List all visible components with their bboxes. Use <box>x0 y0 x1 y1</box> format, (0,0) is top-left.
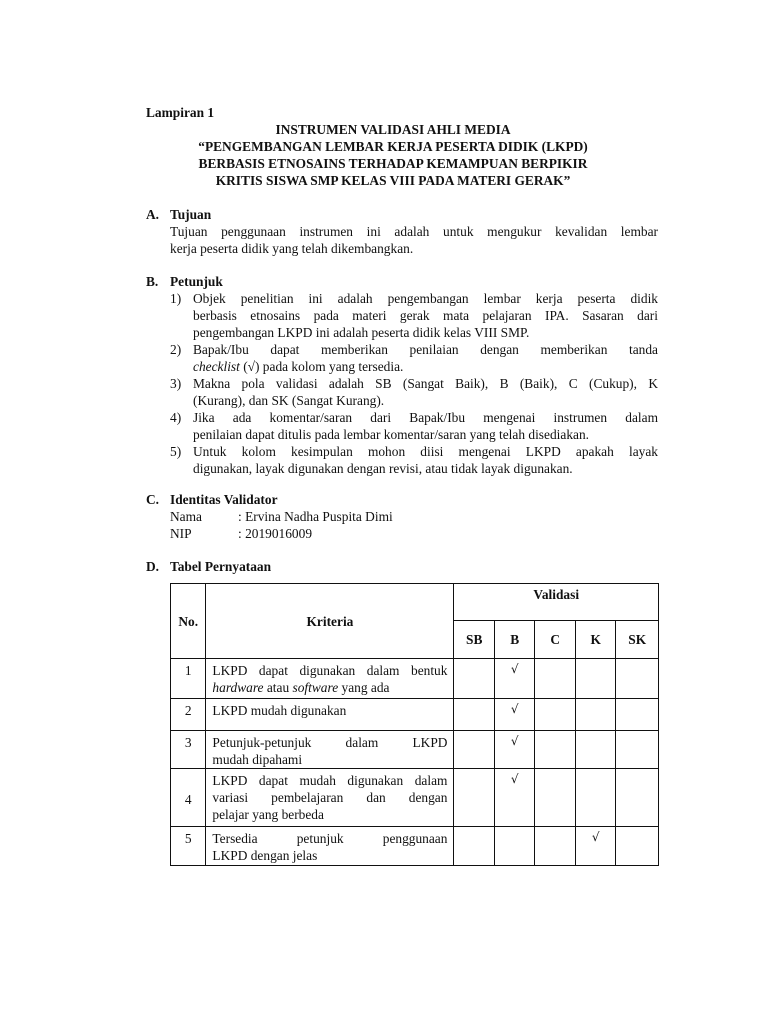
cell-k[interactable] <box>575 659 615 699</box>
name-label: Nama <box>170 509 202 524</box>
header-validasi: Validasi <box>454 584 659 621</box>
validator-nip-row <box>170 525 393 542</box>
header-no: No. <box>171 584 206 659</box>
section-a-line-1: Tujuan penggunaan instrumen ini adalah untuk mengukur kevalidan lembar <box>170 224 658 239</box>
row-kriteria <box>206 769 454 827</box>
row-kriteria <box>206 827 454 866</box>
section-a-text <box>170 223 658 257</box>
table-row <box>171 699 659 731</box>
cell-sk[interactable] <box>616 731 659 769</box>
instruction-number: 3) <box>170 376 182 391</box>
document-title <box>150 121 636 189</box>
kriteria-line: LKPD mudah digunakan <box>212 703 347 718</box>
software-term: software <box>292 680 339 695</box>
cell-k[interactable] <box>575 731 615 769</box>
cell-b[interactable] <box>494 731 534 769</box>
cell-c[interactable] <box>535 699 575 731</box>
row-number: 2 <box>171 699 206 731</box>
nip-label: NIP <box>170 526 192 541</box>
instruction-line: penilaian dapat ditulis pada lembar komentar/saran yang telah disediakan. <box>193 427 589 442</box>
row-kriteria <box>206 699 454 731</box>
check-mark: √ <box>510 662 519 676</box>
instruction-item-2 <box>170 341 658 375</box>
statement-table <box>170 583 659 866</box>
cell-sk[interactable] <box>616 769 659 827</box>
checklist-term: checklist <box>193 359 240 374</box>
instruction-line: pengembangan LKPD ini adalah peserta didik kelas VIII SMP. <box>193 325 530 340</box>
kriteria-line: variasi pembelajaran dan dengan <box>212 790 448 805</box>
cell-c[interactable] <box>535 769 575 827</box>
name-value: : Ervina Nadha Puspita Dimi <box>238 509 393 524</box>
kriteria-line: LKPD dapat mudah digunakan dalam <box>212 773 448 788</box>
instruction-item-3 <box>170 375 658 409</box>
instruction-item-5 <box>170 443 658 477</box>
section-a-line-2: kerja peserta didik yang telah dikembangkan. <box>170 241 414 256</box>
row-kriteria <box>206 659 454 699</box>
instruction-line <box>193 358 658 375</box>
validator-identity <box>170 508 393 542</box>
check-mark: √ <box>510 772 519 786</box>
check-mark: √ <box>510 734 519 748</box>
header-c: C <box>535 621 575 659</box>
instruction-line: Makna pola validasi adalah SB (Sangat Baik), B (Baik), C (Cukup), K <box>193 376 658 391</box>
title-line-3: BERBASIS ETNOSAINS TERHADAP KEMAMPUAN BERPIKIR <box>198 156 588 171</box>
instruction-line-rest: (√) pada kolom yang tersedia. <box>239 359 404 374</box>
section-c-title: Identitas Validator <box>170 492 278 507</box>
cell-b[interactable] <box>494 769 534 827</box>
kriteria-line <box>212 679 447 696</box>
cell-k[interactable] <box>575 769 615 827</box>
section-d-title: Tabel Pernyataan <box>170 559 272 574</box>
instruction-line: Bapak/Ibu dapat memberikan penilaian dengan memberikan tanda <box>193 342 658 357</box>
instruction-line: Untuk kolom kesimpulan mohon diisi mengenai LKPD apakah layak <box>193 444 658 459</box>
title-line-2: “PENGEMBANGAN LEMBAR KERJA PESERTA DIDIK (LKPD) <box>198 139 588 154</box>
kriteria-tail: yang ada <box>338 680 390 695</box>
row-number: 5 <box>171 827 206 866</box>
kriteria-line: Tersedia petunjuk penggunaan <box>212 831 448 846</box>
check-mark: √ <box>510 702 519 716</box>
instruction-line: berbasis etnosains pada materi gerak mata pelajaran IPA. Sasaran dari <box>193 308 658 323</box>
instruction-number: 5) <box>170 444 182 459</box>
section-c-letter: C. <box>146 492 160 507</box>
check-mark: √ <box>591 830 600 844</box>
row-number: 1 <box>171 659 206 699</box>
cell-k[interactable] <box>575 827 615 866</box>
kriteria-line: mudah dipahami <box>212 752 303 767</box>
header-sb: SB <box>454 621 494 659</box>
cell-sb[interactable] <box>454 659 494 699</box>
cell-b[interactable] <box>494 699 534 731</box>
instruction-number: 4) <box>170 410 182 425</box>
header-k: K <box>575 621 615 659</box>
hardware-term: hardware <box>212 680 264 695</box>
cell-sk[interactable] <box>616 659 659 699</box>
instruction-line: Objek penelitian ini adalah pengembangan lembar kerja peserta didik <box>193 291 658 306</box>
appendix-label: Lampiran 1 <box>146 105 215 120</box>
cell-sb[interactable] <box>454 769 494 827</box>
row-number: 3 <box>171 731 206 769</box>
cell-b[interactable] <box>494 827 534 866</box>
table-row <box>171 731 659 769</box>
cell-sb[interactable] <box>454 731 494 769</box>
cell-sk[interactable] <box>616 699 659 731</box>
section-d-letter: D. <box>146 559 160 574</box>
table-row <box>171 659 659 699</box>
cell-b[interactable] <box>494 659 534 699</box>
cell-sk[interactable] <box>616 827 659 866</box>
header-kriteria: Kriteria <box>206 584 454 659</box>
instruction-line: Jika ada komentar/saran dari Bapak/Ibu mengenai instrumen dalam <box>193 410 658 425</box>
instructions-list <box>170 290 658 477</box>
instruction-item-4 <box>170 409 658 443</box>
nip-value: : 2019016009 <box>238 526 313 541</box>
section-a-letter: A. <box>146 207 160 222</box>
section-a-title: Tujuan <box>170 207 212 222</box>
header-b: B <box>494 621 534 659</box>
cell-c[interactable] <box>535 827 575 866</box>
row-kriteria <box>206 731 454 769</box>
section-b-heading <box>146 273 223 290</box>
section-b-letter: B. <box>146 274 159 289</box>
instruction-line: digunakan, layak digunakan dengan revisi, atau tidak layak digunakan. <box>193 461 573 476</box>
cell-sb[interactable] <box>454 699 494 731</box>
row-number: 4 <box>171 769 206 827</box>
section-d-heading <box>146 558 271 575</box>
header-sk: SK <box>616 621 659 659</box>
section-a-heading <box>146 206 211 223</box>
instruction-number: 1) <box>170 291 182 306</box>
kriteria-line: LKPD dengan jelas <box>212 848 318 863</box>
table-row <box>171 827 659 866</box>
validator-name-row <box>170 508 393 525</box>
kriteria-line: pelajar yang berbeda <box>212 807 324 822</box>
cell-c[interactable] <box>535 659 575 699</box>
section-c-heading <box>146 491 278 508</box>
kriteria-line: LKPD dapat digunakan dalam bentuk <box>212 663 448 678</box>
table-row <box>171 769 659 827</box>
title-line-1: INSTRUMEN VALIDASI AHLI MEDIA <box>275 122 511 137</box>
title-line-4: KRITIS SISWA SMP KELAS VIII PADA MATERI GERAK” <box>215 173 571 188</box>
instruction-line: (Kurang), dan SK (Sangat Kurang). <box>193 393 385 408</box>
table-header-row <box>171 584 659 621</box>
instruction-number: 2) <box>170 342 182 357</box>
instruction-item-1 <box>170 290 658 341</box>
cell-k[interactable] <box>575 699 615 731</box>
section-b-title: Petunjuk <box>170 274 223 289</box>
kriteria-connector: atau <box>263 680 293 695</box>
cell-c[interactable] <box>535 731 575 769</box>
kriteria-line: Petunjuk-petunjuk dalam LKPD <box>212 735 448 750</box>
cell-sb[interactable] <box>454 827 494 866</box>
